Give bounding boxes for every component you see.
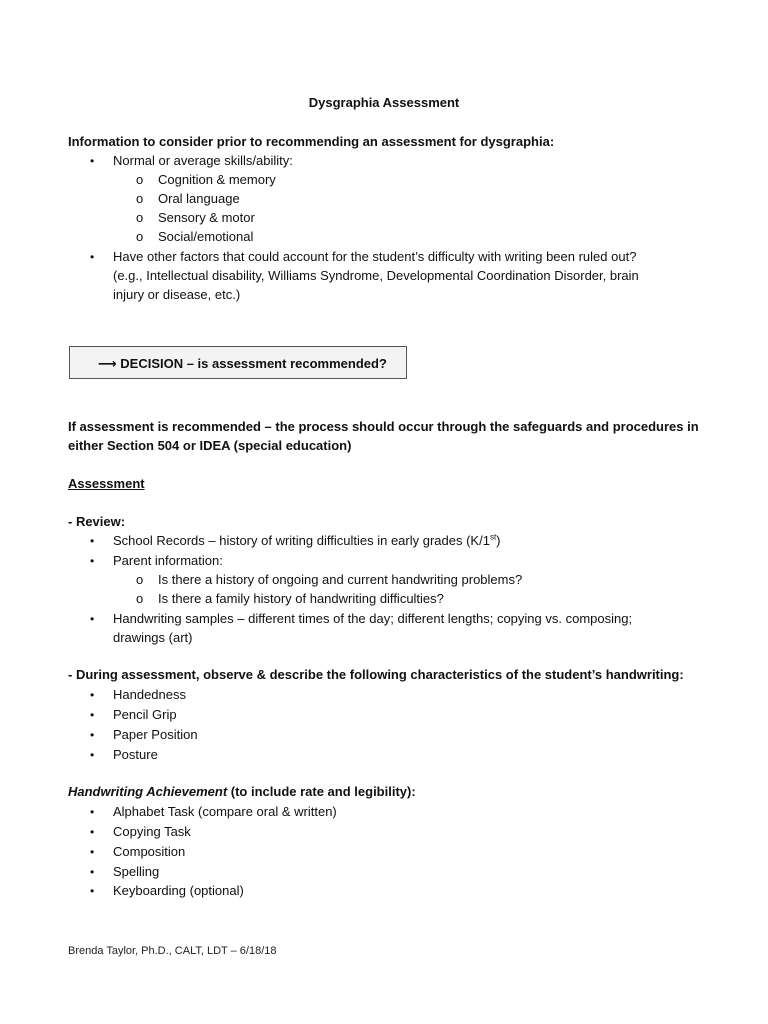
achievement-item-composition: Composition [113,844,186,859]
parent-sub-item-history: Is there a history of ongoing and current handwriting problems? [158,572,523,587]
achievement-item-alphabet: Alphabet Task (compare oral & written) [113,804,337,819]
sub-bullet-icon: o [136,172,144,187]
observe-item-paper-position: Paper Position [113,727,198,742]
observe-item-pencil-grip: Pencil Grip [113,707,177,722]
review-item-school-records-close: ) [496,533,501,548]
observe-heading: - During assessment, observe & describe the following characteristics of the student’s handwriting: [68,667,684,682]
review-heading: - Review: [68,514,126,529]
sub-bullet-icon: o [136,229,144,244]
review-item-parent-info: Parent information: [113,553,223,568]
observe-item-posture: Posture [113,747,158,762]
recommendation-line2: either Section 504 or IDEA (special education) [68,438,352,453]
bullet-icon: • [90,554,95,568]
bullet-icon: • [90,728,95,742]
sub-item-sensory: Sensory & motor [158,210,255,225]
prior-item-factors-line1: Have other factors that could account for the student’s difficulty with writing been ruled out? [113,249,637,264]
sub-bullet-icon: o [136,591,144,606]
document-title: Dysgraphia Assessment [308,95,460,110]
recommendation-line1: If assessment is recommended – the process should occur through the safeguards and procedures in [68,419,699,434]
bullet-icon: • [90,250,95,264]
prior-item-factors-line2: (e.g., Intellectual disability, Williams Syndrome, Developmental Coordination Disorder, brain [113,268,639,283]
review-item-samples-line1: Handwriting samples – different times of the day; different lengths; copying vs. composing; [113,611,633,626]
right-arrow-icon: ⟶ [98,356,117,371]
sub-bullet-icon: o [136,210,144,225]
sub-bullet-icon: o [136,572,144,587]
bullet-icon: • [90,825,95,839]
bullet-icon: • [90,884,95,898]
observe-item-handedness: Handedness [113,687,186,702]
prior-info-heading: Information to consider prior to recommending an assessment for dysgraphia: [68,134,555,149]
bullet-icon: • [90,748,95,762]
bullet-icon: • [90,708,95,722]
prior-item-skills: Normal or average skills/ability: [113,153,293,168]
sub-item-social: Social/emotional [158,229,254,244]
bullet-icon: • [90,805,95,819]
decision-box [69,346,407,379]
bullet-icon: • [90,154,95,168]
achievement-heading-italic: Handwriting Achievement [68,784,228,799]
review-item-samples-line2: drawings (art) [113,630,193,645]
assessment-heading: Assessment [68,476,145,491]
bullet-icon: • [90,612,95,626]
sub-item-oral-language: Oral language [158,191,240,206]
sub-bullet-icon: o [136,191,144,206]
review-item-school-records-text: School Records – history of writing difficulties in early grades (K/1 [113,533,490,548]
achievement-heading-rest: (to include rate and legibility): [227,784,416,799]
achievement-item-spelling: Spelling [113,864,160,879]
sub-item-cognition: Cognition & memory [158,172,276,187]
achievement-item-copying: Copying Task [113,824,191,839]
superscript-st: st [489,532,497,542]
bullet-icon: • [90,688,95,702]
bullet-icon: • [90,845,95,859]
bullet-icon: • [90,865,95,879]
prior-item-factors-line3: injury or disease, etc.) [113,287,241,302]
bullet-icon: • [90,534,95,548]
decision-text: DECISION – is assessment recommended? [120,356,387,371]
footer-author: Brenda Taylor, Ph.D., CALT, LDT – 6/18/18 [68,945,277,957]
review-item-school-records [113,532,501,550]
achievement-heading [68,783,416,801]
achievement-item-keyboarding: Keyboarding (optional) [113,883,244,898]
parent-sub-item-family: Is there a family history of handwriting difficulties? [158,591,444,606]
decision-label [98,355,387,373]
